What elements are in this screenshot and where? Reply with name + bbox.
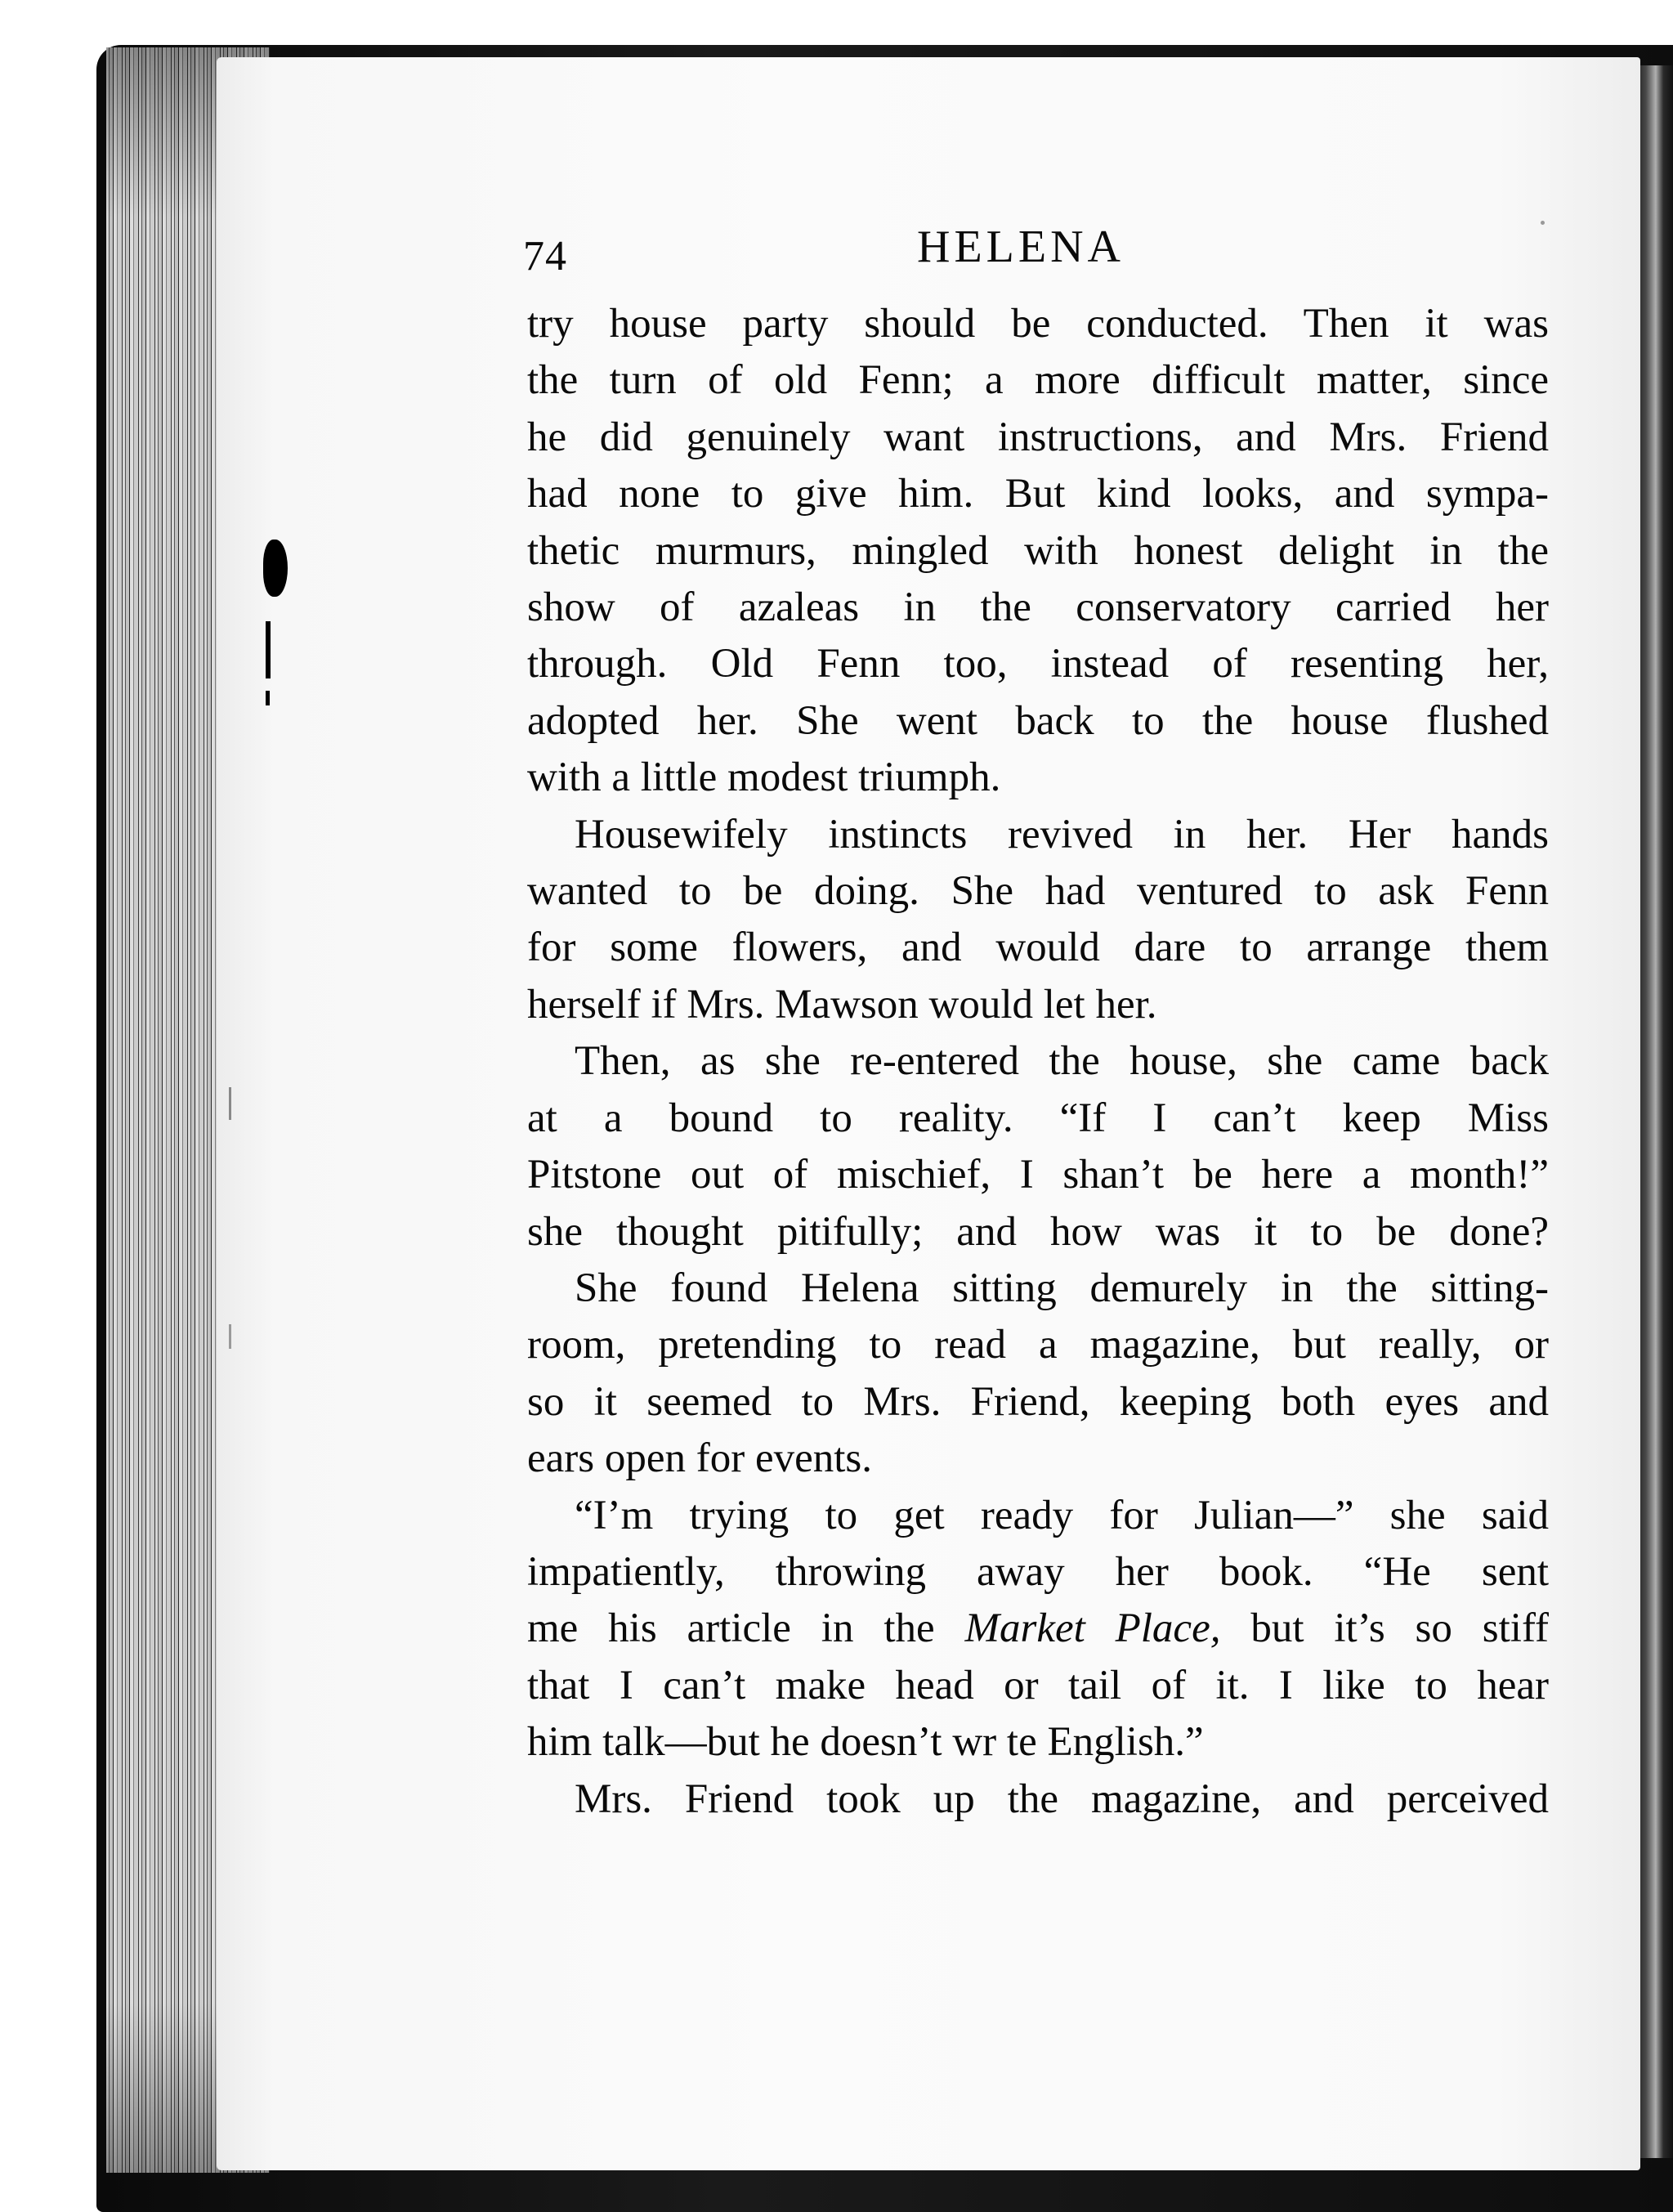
text-line: ears open for events. bbox=[527, 1435, 872, 1482]
text-line: wanted to be doing. She had ventured to ask Fenn bbox=[527, 868, 1549, 915]
text-line: Then, as she re-entered the house, she came back bbox=[575, 1038, 1549, 1085]
text-line: at a bound to reality. “If I can’t keep Miss bbox=[527, 1095, 1549, 1141]
running-head: HELENA bbox=[917, 222, 1125, 272]
text-line: Mrs. Friend took up the magazine, and perceived bbox=[575, 1775, 1549, 1822]
text-line: Housewifely instincts revived in her. Her hands bbox=[575, 811, 1549, 857]
italic-title: Market Place, bbox=[964, 1605, 1221, 1652]
text-line: so it seemed to Mrs. Friend, keeping both eyes and bbox=[527, 1378, 1549, 1425]
text-line: adopted her. She went back to the house flushed bbox=[527, 697, 1549, 744]
text-line: room, pretending to read a magazine, but really, or bbox=[527, 1322, 1549, 1368]
text-line: he did genuinely want instructions, and Mrs. Friend bbox=[527, 414, 1549, 460]
text-line: the turn of old Fenn; a more difficult matter, since bbox=[527, 357, 1549, 404]
right-page-edge bbox=[1635, 65, 1673, 2158]
text-line: him talk—but he doesn’t wr te English.” bbox=[527, 1719, 1204, 1766]
text-line: through. Old Fenn too, instead of resenting her, bbox=[527, 641, 1549, 687]
text-line bbox=[527, 1601, 1549, 1657]
text-line: impatiently, throwing away her book. “He sent bbox=[527, 1548, 1549, 1595]
binding-mark bbox=[263, 540, 288, 597]
text-line: that I can’t make head or tail of it. I like to hear bbox=[527, 1662, 1549, 1708]
text-segment: me his article in the bbox=[527, 1605, 965, 1652]
text-line: thetic murmurs, mingled with honest delight in the bbox=[527, 527, 1549, 574]
text-line: had none to give him. But kind looks, and sympa- bbox=[527, 471, 1549, 517]
body-text bbox=[527, 296, 1549, 1828]
text-line: she thought pitifully; and how was it to be done? bbox=[527, 1208, 1549, 1255]
text-line: She found Helena sitting demurely in the sitting- bbox=[575, 1265, 1549, 1311]
text-line: show of azaleas in the conservatory carried her bbox=[527, 584, 1549, 631]
text-segment: but it’s so stiff bbox=[1220, 1605, 1549, 1652]
text-line: herself if Mrs. Mawson would let her. bbox=[527, 981, 1157, 1028]
text-line: “I’m trying to get ready for Julian—” she said bbox=[575, 1492, 1549, 1538]
text-line: Pitstone out of mischief, I shan’t be here a month!” bbox=[527, 1152, 1549, 1198]
page-header bbox=[523, 221, 1553, 286]
text-line: try house party should be conducted. Then it was bbox=[527, 301, 1549, 347]
binding-mark bbox=[229, 1087, 231, 1120]
page-number: 74 bbox=[523, 233, 567, 280]
binding-mark bbox=[266, 691, 270, 705]
binding-mark bbox=[266, 621, 271, 678]
text-line: for some flowers, and would dare to arrange them bbox=[527, 925, 1549, 971]
text-line: with a little modest triumph. bbox=[527, 754, 1001, 801]
binding-mark bbox=[229, 1324, 231, 1349]
